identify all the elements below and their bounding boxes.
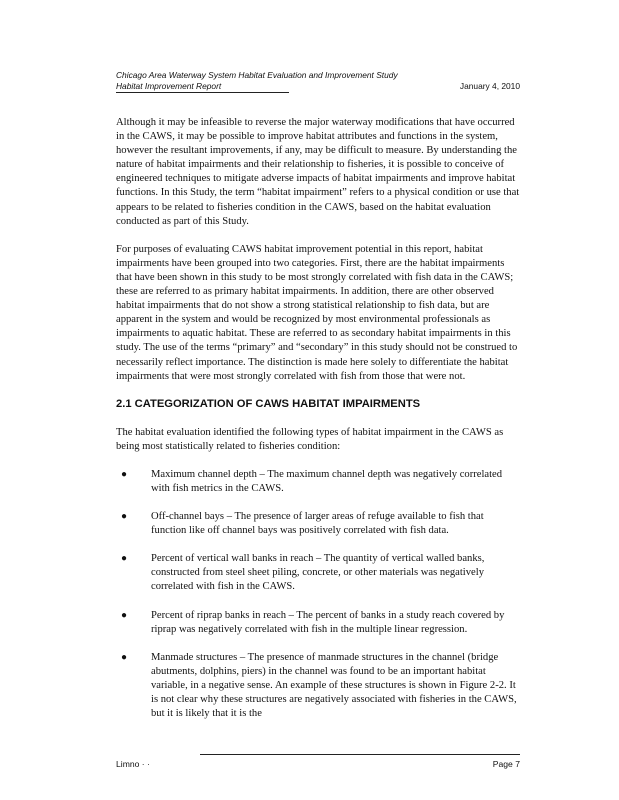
footer-company: Limno · · <box>116 759 150 769</box>
page-number: Page 7 <box>492 759 520 769</box>
bullet-icon: ● <box>121 609 128 621</box>
list-item-text: Percent of vertical wall banks in reach – The quantity of vertical walled banks, constructed from steel sheet piling, concrete, or other materials was negatively correlated with fish in the CAWS. <box>151 553 485 593</box>
bullet-icon: ● <box>121 553 128 565</box>
section-intro: The habitat evaluation identified the following types of habitat impairment in the CAWS as being most statistically related to fisheries condition: <box>116 426 504 452</box>
list-item-text: Maximum channel depth – The maximum channel depth was negatively correlated with fish metrics in the CAWS. <box>151 468 503 494</box>
bullet-icon: ● <box>121 651 128 663</box>
list-item-text: Manmade structures – The presence of manmade structures in the channel (bridge abutments, dolphins, piers) in the channel was found to be an important habitat variable, in a negative sense. An example of these structures is shown in Figure 2-2. It is not clear why these structures are negatively associated with fisheries in the CAWS, but it is likely that it is the <box>151 651 517 720</box>
section-heading: 2.1 CATEGORIZATION OF CAWS HABITAT IMPAIRMENTS <box>116 397 421 410</box>
bullet-icon: ● <box>121 468 128 480</box>
header-date: January 4, 2010 <box>459 81 520 91</box>
paragraph: Although it may be infeasible to reverse the major waterway modifications that have occurred in the CAWS, it may be possible to improve habitat attributes and functions in the system, however the resultant improvements, if any, may be difficult to measure. By understanding the nature of habitat impairments and their relationship to fisheries, it is possible to conceive of engineered techniques to mitigate adverse impacts of habitat impairments and improve habitat functions. In this Study, the term “habitat impairment” refers to a physical condition or use that appears to be related to fisheries condition in the CAWS, based on the habitat evaluation conducted as part of this Study. <box>116 117 520 227</box>
page-body <box>116 116 520 735</box>
paragraph: For purposes of evaluating CAWS habitat improvement potential in this report, habitat impairments have been grouped into two categories. First, there are the habitat impairments that have been shown in this study to be most strongly correlated with fish data in the CAWS; these are referred to as primary habitat impairments. In addition, there are other observed habitat impairments that do not show a strong statistical relationship to fish data, but are apparent in the system and would be recognized by most environmental professionals as impairments to aquatic habitat. These are referred to as secondary habitat impairments in this study. The use of the terms “primary” and “secondary” in this study should not be construed to necessarily reflect importance. The distinction is made here solely to differentiate the habitat impairments that were most strongly correlated with fish from those that were not. <box>116 243 518 382</box>
list-item <box>116 510 520 538</box>
header-study-title: Chicago Area Waterway System Habitat Evaluation and Improvement Study <box>116 70 398 80</box>
list-item-text: Off-channel bays – The presence of larger areas of refuge available to fish that function like off channel bays was positively correlated with fish data. <box>151 511 484 537</box>
list-item <box>116 552 520 594</box>
bullet-icon: ● <box>121 511 128 523</box>
list-item <box>116 651 520 721</box>
footer-rule <box>200 754 520 755</box>
list-item-text: Percent of riprap banks in reach – The percent of banks in a study reach covered by riprap was negatively correlated with fish in the multiple linear regression. <box>151 609 505 635</box>
header-report-title: Habitat Improvement Report <box>116 81 222 91</box>
list-item <box>116 468 520 496</box>
header-rule <box>116 92 289 93</box>
list-item <box>116 609 520 637</box>
impairment-list <box>116 468 520 721</box>
